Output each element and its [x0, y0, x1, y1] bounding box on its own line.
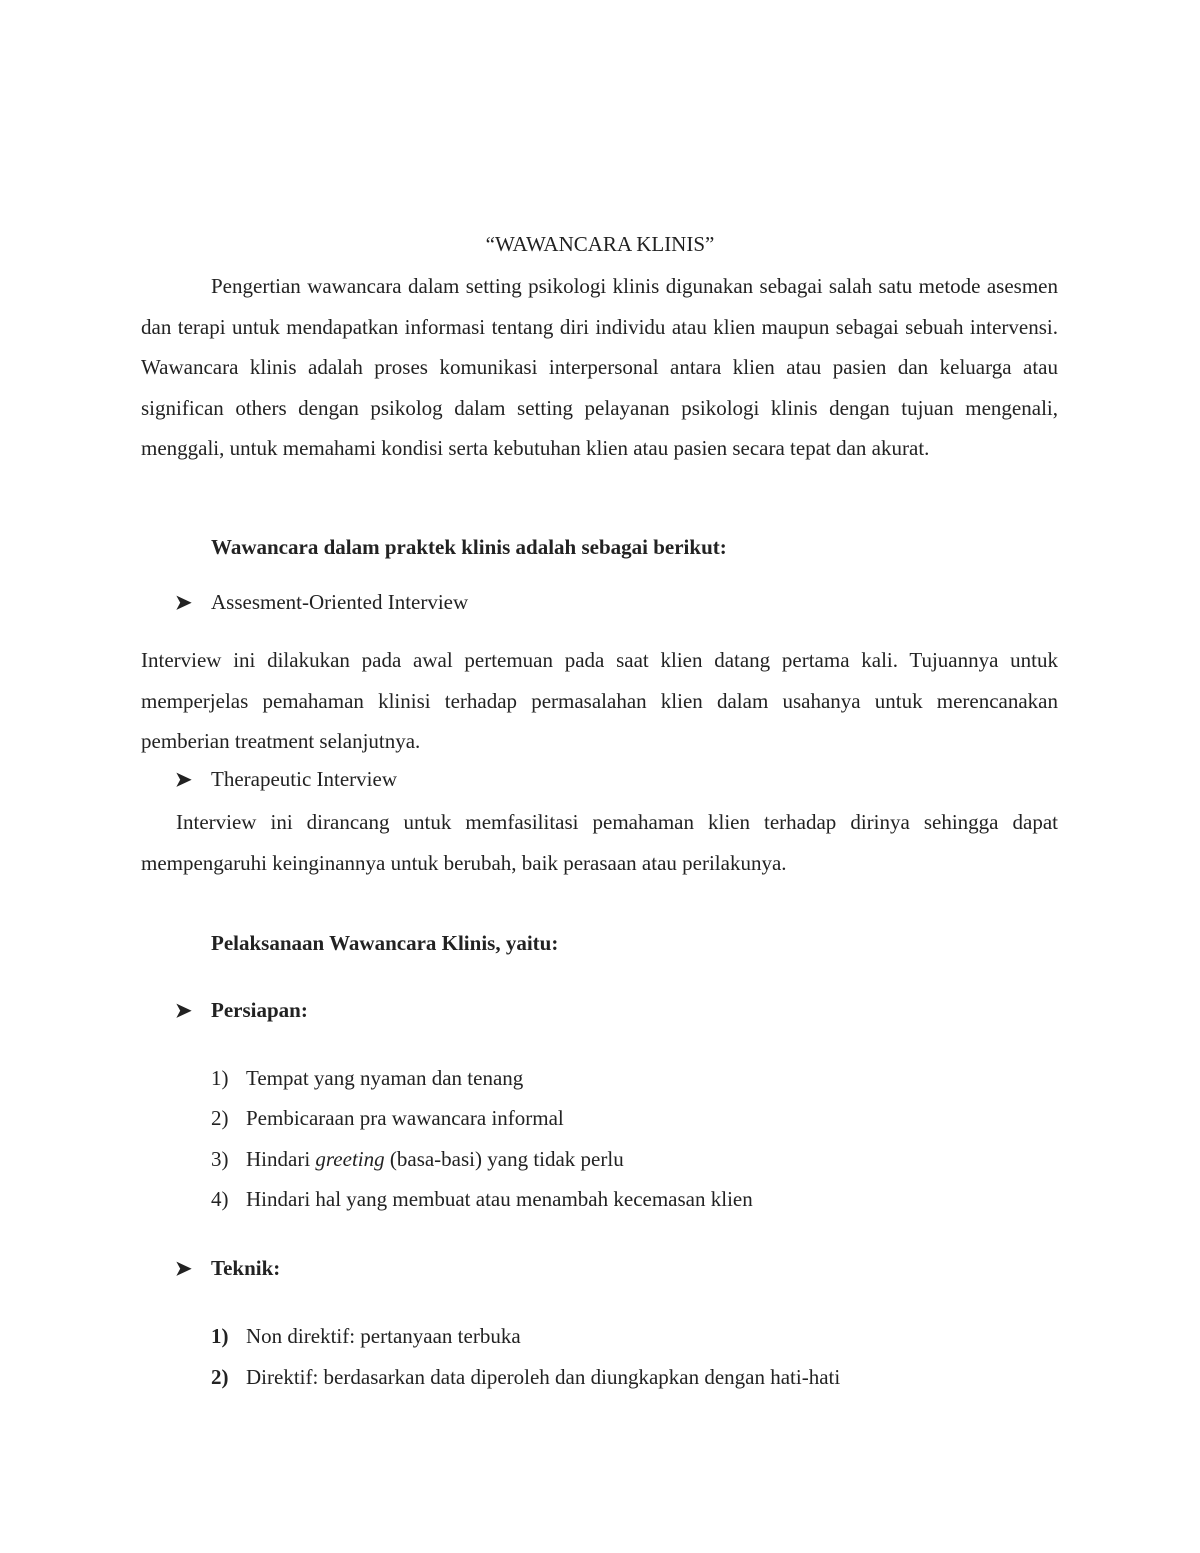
- therapeutic-interview-description: Interview ini dirancang untuk memfasilitasi pemahaman klien terhadap dirinya sehingga dapat mempengaruhi keinginannya untuk berubah, baik perasaan atau perilakunya.: [141, 810, 1058, 875]
- arrowhead-bullet-icon: ➤: [175, 769, 192, 791]
- bullet-label: Therapeutic Interview: [211, 767, 397, 791]
- list-text-italic: greeting: [315, 1147, 385, 1171]
- list-item: [211, 1365, 840, 1390]
- list-text: Hindari hal yang membuat atau menambah kecemasan klien: [246, 1187, 753, 1211]
- intro-paragraph: Pengertian wawancara dalam setting psikologi klinis digunakan sebagai salah satu metode asesmen dan terapi untuk mendapatkan informasi tentang diri individu atau klien maupun sebagai sebuah intervensi. Wawancara klinis adalah proses komunikasi interpersonal antara klien atau pasien dan keluarga atau significan others dengan psikolog dalam setting pelayanan psikologi klinis dengan tujuan mengenali, menggali, untuk memahami kondisi serta kebutuhan klien atau pasien secara tepat dan akurat.: [141, 274, 1058, 460]
- bullet-therapeutic-interview: [175, 767, 397, 792]
- list-item: [211, 1187, 753, 1212]
- document-title: “WAWANCARA KLINIS”: [485, 232, 715, 256]
- list-number: 4): [211, 1187, 229, 1211]
- list-text-after: (basa-basi) yang tidak perlu: [384, 1147, 624, 1171]
- list-number: 1): [211, 1324, 229, 1348]
- list-item: [211, 1324, 521, 1349]
- list-text: Tempat yang nyaman dan tenang: [246, 1066, 524, 1090]
- bullet-assessment-interview: [175, 590, 468, 615]
- list-text: Pembicaraan pra wawancara informal: [246, 1106, 564, 1130]
- bullet-label: Persiapan:: [211, 998, 308, 1022]
- list-text: Non direktif: pertanyaan terbuka: [246, 1324, 521, 1348]
- bullet-label: Teknik:: [211, 1256, 281, 1280]
- section2-heading: Pelaksanaan Wawancara Klinis, yaitu:: [211, 931, 559, 955]
- list-item: [211, 1147, 624, 1172]
- section1-heading: Wawancara dalam praktek klinis adalah sebagai berikut:: [211, 535, 727, 559]
- list-number: 1): [211, 1066, 229, 1090]
- arrowhead-bullet-icon: ➤: [175, 592, 192, 614]
- list-text: [246, 1147, 624, 1172]
- list-number: 3): [211, 1147, 229, 1171]
- arrowhead-bullet-icon: ➤: [175, 1258, 192, 1280]
- bullet-label: Assesment-Oriented Interview: [211, 590, 469, 614]
- list-number: 2): [211, 1365, 229, 1389]
- list-number: 2): [211, 1106, 229, 1130]
- arrowhead-bullet-icon: ➤: [175, 1000, 192, 1022]
- bullet-teknik: [175, 1256, 280, 1281]
- list-item: [211, 1066, 523, 1091]
- list-text-before: Hindari: [246, 1147, 316, 1171]
- assessment-interview-description: Interview ini dilakukan pada awal pertemuan pada saat klien datang pertama kali. Tujuannya untuk memperjelas pemahaman klinisi terhadap permasalahan klien dalam usahanya untuk merencanakan pemberian treatment selanjutnya.: [141, 648, 1058, 753]
- list-item: [211, 1106, 564, 1131]
- bullet-persiapan: [175, 998, 308, 1023]
- list-text: Direktif: berdasarkan data diperoleh dan diungkapkan dengan hati-hati: [246, 1365, 841, 1389]
